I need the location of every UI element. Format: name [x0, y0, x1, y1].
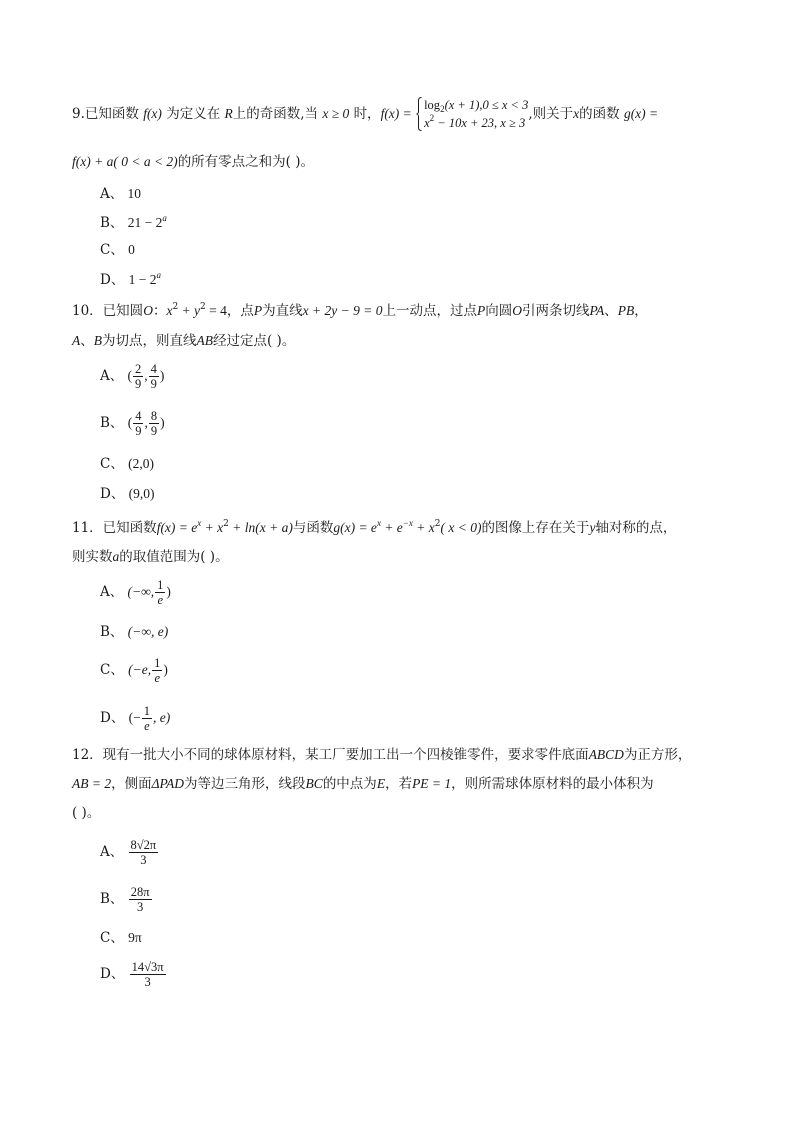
q9-option-d[interactable]: D、 $1 - 2^a$ [100, 270, 161, 288]
question-12: 12．现有一批大小不同的球体原材料，某工厂要加工出一个四棱锥零件，要求零件底面ABCD为正方形， [72, 747, 692, 763]
q9-option-b[interactable]: B、 $21 - 2^a$ [100, 213, 167, 231]
q10-option-d[interactable]: D、 (9,0) [100, 486, 155, 502]
q11-option-b[interactable]: B、 (−∞, e) [100, 624, 169, 640]
question-10-line2: A、B为切点，则直线AB经过定点( )。 [72, 333, 296, 349]
q9-option-c[interactable]: C、 0 [100, 242, 135, 258]
q10-option-b[interactable]: B、 ( $\frac{4}{9}$ , $\frac{8}{9}$ ) [100, 409, 165, 438]
question-9-line2: f(x) + a( 0 < a < 2)的所有零点之和为( )。 [72, 154, 315, 170]
q12-option-d[interactable]: D、 $\frac{14√3\pi}{3}$ [100, 960, 164, 989]
question-12-line3: ( )。 [72, 805, 101, 821]
q11-option-a[interactable]: A、 (−∞, $\frac{1}{e}$ ) [100, 578, 171, 607]
question-12-line2: AB = 2，侧面ΔPAD为等边三角形，线段BC的中点为E，若PE = 1，则所需球体原材料的最小体积为 [72, 776, 654, 792]
q10-option-a[interactable]: A、 ( $\frac{2}{9}$ , $\frac{4}{9}$ ) [100, 362, 165, 391]
question-11-line2: 则实数a的取值范围为( )。 [72, 549, 229, 565]
question-9 [72, 96, 722, 132]
q11-option-c[interactable]: C、 (−e, $\frac{1}{e}$ ) [100, 656, 168, 685]
q12-option-a[interactable]: A、 $\frac{8√2\pi}{3}$ [100, 838, 157, 867]
q12-option-c[interactable]: C、 9π [100, 930, 142, 946]
left-brace-icon [416, 97, 422, 131]
question-11: 11．已知函数$f(x) = e^x + x^2 + \ln(x + a)$与函数$g(x) = e^x + e^{-x} + x^2$( x < 0)的图像上存在关于y轴对称的点， [72, 518, 677, 536]
q9-text: 9.已知函数 f(x) 为定义在 R上的奇函数,当 x ≥ 0 时，f(x) = $\log_2(x + 1),0 \le x < 3$ $x^2 - 10x + 23$, x ≥ 3 ,则关于x的函数 g(x) = [72, 98, 659, 130]
q10-option-c[interactable]: C、 (2,0) [100, 456, 155, 472]
q11-option-d[interactable]: D、 (− $\frac{1}{e}$ , e) [100, 704, 171, 733]
piecewise-definition: $\log_2(x + 1),0 \le x < 3$ $x^2 - 10x + 23$, x ≥ 3 [416, 96, 528, 132]
q9-option-a[interactable]: A、 10 [100, 186, 142, 202]
question-10: 10．已知圆O：$x^2 + y^2 = 4$，点P为直线x + 2y − 9 = 0上一动点，过点P向圆O引两条切线PA、PB， [72, 302, 648, 319]
q12-option-b[interactable]: B、 $\frac{28\pi}{3}$ [100, 885, 150, 914]
